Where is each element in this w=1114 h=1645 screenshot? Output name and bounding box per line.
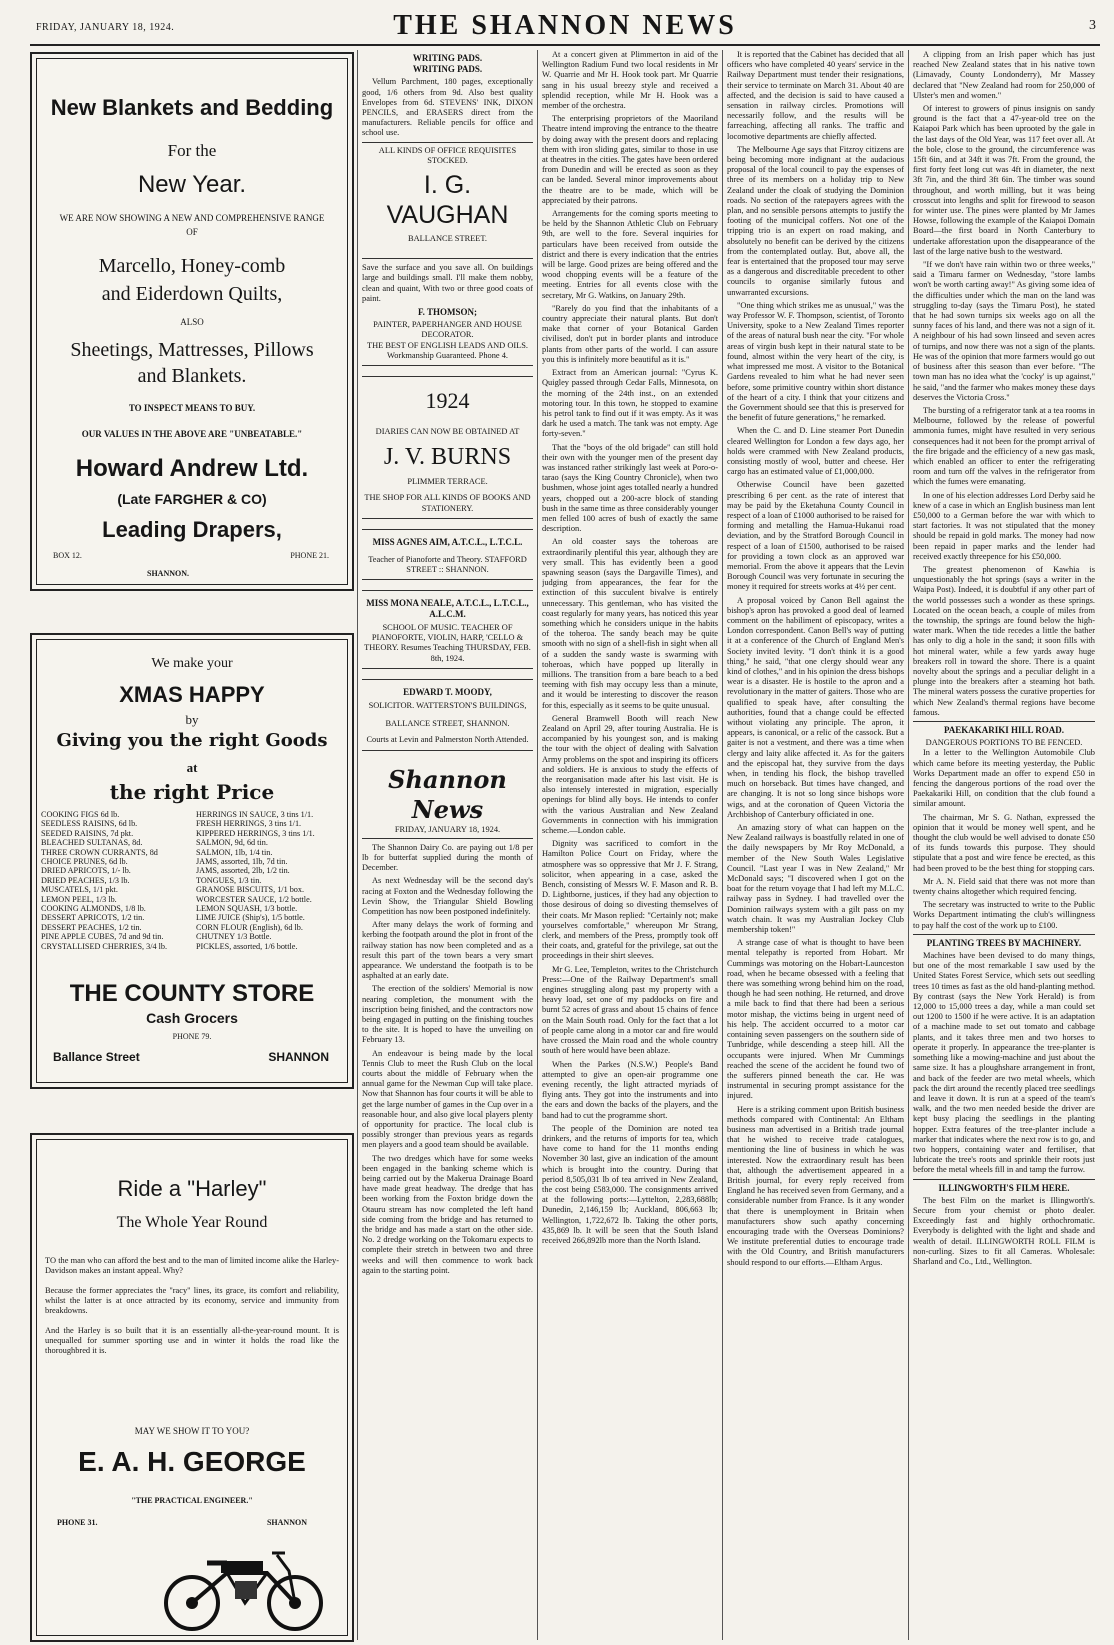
page-number: 3: [1089, 18, 1096, 33]
price-item: SEEDED RAISINS, 7d pkt.: [41, 828, 134, 838]
column-5: [913, 50, 1095, 1640]
news-paragraph: As next Wednesday will be the second day's racing at Foxton and the Wednesday following the Levin Show, the Triangular Shield Bowling Competition has now been postponed indefinitely.: [362, 876, 533, 916]
news-paragraph: A strange case of what is thought to have been mental telepathy is reported from Hobart. Mr Cummings was motoring on the Hobart-Launceston road, when he became obsessed with a feeling that there was something wrong behind him on the road, though he had seen nothing. He returned, and drove a mile back to find that there had been a serious motor mishap, the victims being in urgent need of his help. The accident occurred to a motor car containing seven passengers on the southern side of Tunbridge, while descending a steep hill. All the occupants were injured. When Mr Cummings reached the scene of the accident he found two of the sufferers pinned beneath the car. He was instrumental in securing prompt assistance for the injured.: [727, 938, 904, 1101]
column-rule: [722, 50, 723, 1640]
ad-text: Workmanship Guaranteed. Phone 4.: [387, 350, 508, 360]
teacher-name: MISS AGNES AIM, A.T.C.L., L.T.C.L.: [372, 536, 523, 547]
news-paragraph: After many delays the work of forming and kerbing the footpath around the plot in front of the railway station has now been completed and as a result this part of the town bears a very smart appearance. We understand the footpath is to be asphalted at an early date.: [362, 920, 533, 981]
price-list-right: [196, 810, 343, 951]
section-heading: PLANTING TREES BY MACHINERY.: [913, 934, 1095, 948]
price-item: FRESH HERRINGS, 3 tins 1/1.: [196, 819, 302, 829]
news-paragraph: The two dredges which have for some weeks been engaged in the banking scheme which is being carried out by the Makerua Drainage Board have made great headway. The dredge that has been working from the Foxton bridge down the Otauru stream has now completed the left hand side coming from the bridge and has returned to the bridge and has made a start on the other side. No. 2 dredge working on the Tokomaru expects to complete their stretch in between two and three weeks and will then commence to work back again to the starting point.: [362, 1153, 533, 1275]
ad-text: PLIMMER TERRACE.: [407, 477, 488, 487]
ad-line: at: [186, 760, 198, 775]
ad-line: Sheetings, Mattresses, Pillows: [70, 339, 314, 361]
ad-heading: WRITING PADS.: [412, 64, 483, 75]
newspaper-title: THE SHANNON NEWS: [393, 10, 737, 41]
price-item: KIPPERED HERRINGS, 3 tins 1/1.: [196, 828, 315, 838]
dealer-name: E. A. H. GEORGE: [78, 1446, 306, 1477]
news-paragraph: An amazing story of what can happen on the New Zealand railways is boastfully related in one of the daily newspapers by Mr Roy McDonald, a member of the New South Wales Legislative Council. "Last year I was in New Zealand," Mr McDonald says; "I discovered when I got on the boat for the return voyage that I had left my M.L.C. railway pass in Sydney. I had travelled over the Dominion railways system with a gilt pass on my watch chain. It was my Australian Jockey Club membership token!": [727, 823, 904, 935]
paper-title: Shannon News: [388, 764, 507, 824]
ad-text: PAINTER, PAPERHANGER AND HOUSE DECORATOR.: [373, 320, 522, 340]
news-paragraph: The best Film on the market is Illingworth's. Secure from your chemist or photo dealer. Exceedingly fast and highly orthochromatic. Everybody is delighted with the light and shade and wealth of detail. ILLINGWORTH ROLL FILM is non-curling. Sizes to fit all Cameras. Wholesale: Sharland and Co., Ltd., Wellington.: [913, 1195, 1095, 1266]
ad-text: Courts at Levin and Palmerston North Attended.: [366, 735, 529, 745]
price-item: LEMON PEEL, 1/3 lb.: [41, 894, 117, 904]
news-paragraph: Mr A. N. Field said that there was not more than twenty chains altogether which required fencing.: [913, 876, 1095, 897]
ad-text: THE SHOP FOR ALL KINDS OF BOOKS AND STATIONERY.: [364, 493, 531, 513]
ad-burns: [362, 376, 533, 519]
town: SHANNON: [266, 1518, 307, 1527]
price-item: DESSERT APRICOTS, 1/2 tin.: [41, 913, 145, 923]
column-4: [727, 50, 904, 1640]
ad-line: by: [185, 712, 199, 727]
news-paragraph: "One thing which strikes me as unusual," was the way Professor W. F. Thompson, scientist, of Toronto University, spoke to a New Zealand Times reporter of the areas of natural bush near the city. "For whole areas of virgin bush kept in their natural state to be found, almost within the very heart of the city, is what impressed me most. A visitor to the Botanical Gardens revealed to him what he had never seen before, some primitive country within short distance of the heart of a city. I think that your citizens and the Government should see that this is preserved for the benefit of future generations," he remarked.: [727, 300, 904, 423]
news-paragraph: The bursting of a refrigerator tank at a tea rooms in Melbourne, followed by the release of powerful ammonia fumes, might have resulted in very serious consequences had it not been for the prompt arrival of the fire brigade and the efficiency of a new gas mask, which enabled an officer to enter the refrigerating room and turn off the valves in the refrigerator from which the fumes were emanating.: [913, 405, 1095, 487]
price-item: HERRINGS IN SAUCE, 3 tins 1/1.: [196, 810, 314, 819]
ad-howard-andrew: [30, 52, 354, 591]
news-items: [913, 50, 1095, 718]
column-rule: [357, 50, 358, 1640]
ad-text: THE BEST OF ENGLISH LEADS AND OILS.: [366, 340, 529, 350]
ad-border: [36, 58, 348, 585]
year: 1924: [425, 388, 470, 414]
section-heading: ILLINGWORTH'S FILM HERE.: [913, 1179, 1095, 1193]
ad-text: ALL KINDS OF OFFICE REQUISITES STOCKED.: [362, 142, 533, 166]
news-paragraph: General Bramwell Booth will reach New Zealand on April 29, after touring Australia. He is accompanied by his youngest son, and is making the tour with the object of dealing with Salvation Army problems on the spot and inspiring its officers and soldiers. He is anxious to study the effects of the reorganisation made after his last visit. He is also intensely interested in migration, especially openings for blind ally boys. He intends to confer with the various Australian and New Zealand Governments in connection with his immigration scheme.—London cable.: [542, 713, 718, 836]
ad-aim: [362, 529, 533, 581]
thomson-name: F. THOMSON;: [417, 307, 477, 318]
ad-line: Marcello, Honey-comb: [98, 255, 286, 277]
news-paragraph: The enterprising proprietors of the Maoriland Theatre intend improving the entrance to the theatre by doing away with the present doors and replacing them with iron sliding gates, similar to those in use at theatres in the cities. The gates have been ordered from Dunedin and will be erected as soon as they can be landed. Several minor improvements about the theatre are to be made, which will be appreciated by their patrons.: [542, 114, 718, 205]
burns-name: J. V. BURNS: [383, 444, 512, 471]
news-paragraph: "If we don't have rain within two or three weeks," said a Timaru farmer on Wednesday, "store lambs won't be worth carting away!" As giving some idea of the difficulties under which the man on the land was struggling to-day (says the Timaru Post), he stated that he had sown turnips six weeks ago on all the sunny faces of his land, and there was not a sign of it. A neighbour of his had sown linseed and seven acres of turnips, and now there was not a sign of the plants. He was of the opinion that more farmers would go out of business after this season than ever before. "The town man has no idea what the 'cocky' is up against," he said, "and the farmer who makes money these days deserves the Victoria Cross.": [913, 260, 1095, 402]
ad-line: Leading Drapers,: [102, 517, 282, 542]
firm-name: Howard Andrew Ltd.: [75, 455, 309, 482]
news-paragraph: The erection of the soldiers' Memorial is now nearing completion, the monument with the inscription being finished, and the contractors now being engaged in putting on the finishing touches to the site. It is hoped to have the unveiling on February 13.: [362, 984, 533, 1045]
town: SHANNON: [268, 1050, 329, 1064]
ad-line: the right Price: [109, 780, 275, 804]
news-paragraph: The Shannon Dairy Co. are paying out 1/8 per lb for butterfat supplied during the month of December.: [362, 842, 533, 873]
ad-heading: WRITING PADS.: [412, 53, 483, 63]
ad-line: Cash Grocers: [146, 1010, 238, 1026]
news-items: [913, 951, 1095, 1175]
news-paragraph: When the Parkes (N.S.W.) People's Band attempted to give an open-air programme one evening recently, the light attracted myriads of flying ants. They got into the instruments and into the ears and down the backs of the players, and the band had to cut the programme short.: [542, 1059, 718, 1120]
ad-body: [45, 1256, 339, 1366]
ad-county-store: [30, 633, 354, 1089]
price-item: JAMS, assorted, 2lb, 1/2 tin.: [196, 866, 290, 876]
column-rule: [908, 50, 909, 1640]
news-paragraph: The chairman, Mr S. G. Nathan, expressed the opinion that it would be money well spent, and he thought the club would be well advised to donate £50 of its funds towards this purpose. They should stipulate that a post and wire fence be erected, as this had been proved to be the best thing for stopping cars.: [913, 812, 1095, 873]
issue-date: FRIDAY, JANUARY 18, 1924.: [36, 22, 175, 33]
news-paragraph: When the C. and D. Line steamer Port Dunedin cleared Wellington for London a few days ago, her holds were crammed with New Zealand products, consisting mostly of wool, butter and cheese. Her cargo has an estimated value of £1,000,000.: [727, 426, 904, 477]
news-paragraph: "Rarely do you find that the inhabitants of a country appreciate their natural plants. But don't make that corner of your Botanical Garden civilised, don't put in border plants and introduce plants from other parts of the world. I can assure you this is infinitely more beautiful as it is.": [542, 303, 718, 364]
price-list: [41, 810, 343, 951]
news-paragraph: The secretary was instructed to write to the Public Works Department intimating the club's willingness to pay half the cost of the work up to £100.: [913, 900, 1095, 930]
price-item: MUSCATELS, 1/1 pkt.: [41, 885, 118, 895]
ad-border: [36, 639, 348, 1083]
ad-headline: New Blankets and Bedding: [50, 95, 334, 120]
ad-text: WE ARE NOW SHOWING A NEW AND COMPREHENSIVE RANGE OF: [59, 213, 325, 237]
ad-text: SOLICITOR. WATTERSTON'S BUILDINGS,: [368, 700, 527, 710]
news-paragraph: Otherwise Council have been gazetted prescribing 6 per cent. as the rate of interest that may be paid by the Eketahuna County Council in respect of a loan of £1000 authorised to be raised for forming and metalling the Hamua-Hukanui road deviation, and by the Stratford Borough Council in respect of a loan of £1500, authorised to be raised for providing a town clock as an approved war memorial. From the above it appears that the Levin Borough Council was very fortunate in securing the money it required for streets works at 4½ per cent.: [727, 480, 904, 592]
phone-number: PHONE 21.: [290, 551, 329, 560]
solicitor-name: EDWARD T. MOODY,: [403, 686, 492, 697]
ad-neale: [362, 590, 533, 668]
ad-line: ALSO: [180, 317, 204, 327]
ad-thomson: [362, 258, 533, 366]
news-paragraph: An old coaster says the toheroas are extraordinarily plentiful this year, although they are very small. This has evidently been a good spawning season (says the Dargaville Times), and judging from appearances, the fear for the extinction of this succulent bivalve is entirely unnecessary. This gentleman, who has visited the coast regularly for many years, has noticed this year something which he considers unique in the habits of the toheroa. The sandy beach may be quite smooth with no sign of a shell-fish in sight when all of a sudden the sandy waste is swarming with toheroas, which have popped up literally in millions. The transition from a bare beach to a bed teeming with fish may occupy less than a minute, and it would be interesting to discover the reason for this, especially as it seems to be quite unusual.: [542, 537, 718, 710]
news-paragraph: Extract from an American journal: "Cyrus K. Quigley passed through Cedar Falls, Minnesota, on the morning of the 24th inst., on an extended motoring tour. In this town, he stopped to examine his petrol tank to find out if it was empty. As it was dark he used a match. The tank was not empty. Age forty-seven.": [542, 368, 718, 439]
news-paragraph: At a concert given at Plimmerton in aid of the Wellington Radium Fund two local residents in Mr W. Quarrie and Mr H. Hook took part. Mr Quarrie sang in his usual breezy style and received a splendid reception, while Mr H. Hook was a member of the orchestra.: [542, 50, 718, 111]
motorcycle-icon: [157, 1535, 327, 1635]
street: Ballance Street: [53, 1050, 140, 1064]
ad-line: (Late FARGHER & CO): [117, 491, 267, 507]
news-paragraph: Arrangements for the coming sports meeting to be held by the Shannon Athletic Club on February 9th, are well to the fore. Several inquiries for particulars have been received from outside the district and there is every indication that the entries will be large. Good prizes are being offered and the wood chopping events will be a feature of the meeting. Entries for all events close with the secretary, Mr G. Watkins, on January 29th.: [542, 209, 718, 300]
price-item: SALMON, 1lb, 1/4 tin.: [196, 847, 273, 857]
box-number: BOX 12.: [53, 551, 82, 560]
news-paragraph: A proposal voiced by Canon Bell against the bishop's apron has provoked a good deal of learned comment on the habiliment of episcopacy, writes a London correspondent. Canon Bell's way of putting it at a conference of the Church of England Men's Society invited levity. "I don't think it is a good thing," he said, "that one clergy should wear any kind of clothes," and in his opinion the dress bishops wear is a disaster. He is hostile to the apron and a revolutionary in the matter of gaiters. Those who are qualified to speak have, after consulting the authorities, found that a change could be effected without violating any principle. The apron, it appears, is canonical, or a relic of the cassock. But a gaiter is not a vestment, and there was a time when clergy and laity alike affected it. As for the gaiters and the episcopal hat, they survive from the days when, in tending his flock, the bishop travelled much on horseback. But times have changed, and are changing. It is not so long since bishops wore wigs, and at the coronation of Queen Victoria the Archbishop of Canterbury officiated in one.: [727, 595, 904, 819]
ad-text: Vellum Parchment, 180 pages, exceptionally good, 1/6 others from 9d. Also best quality Envelopes from 6d. STEVENS' INK, DIXON PENCILS, and ERASERS direct from the manufacturers. Reliable pencils for office and school use.: [362, 77, 533, 138]
phone-number: PHONE 31.: [57, 1518, 98, 1527]
news-paragraph: Machines have been devised to do many things, but one of the most remarkable I saw used by the United States Forest Service, which sets out seedling trees 10 times as fast as the old hand-planting method. By contrast (says the New York Herald) is from 12,000 to 15,000 trees a day, while a man could set out 1200 to 1500 if he were active. It is an adaptation of a machine made to set out tomato and cabbage plants, and it takes three men and two horses to operate it properly. In appearance the tree-planter is something like a mowing-machine and just about the same size. It has a ploughshare arrangement in front, and back of the feeder are two metal wheels, which pack the dirt around the recently placed tree seedlings and leave it down. It is run at a speed of the team's walk, and the two men needed beside the driver are kept busy placing the seedlings in the planting hopper. Extra features of the tree-planter include a marker that indicates where the next row is to go, and two hoppers, containing water and fertiliser, that lubricate the tree's roots and sprinkle their roots just before the metal wheels fill in and tamp the furrow.: [913, 951, 1095, 1175]
price-item: DRIED PEACHES, 1/3 lb.: [41, 875, 130, 885]
price-item: DESSERT PEACHES, 1/2 tin.: [41, 922, 142, 932]
news-items: [362, 843, 533, 1276]
news-paragraph: Mr G. Lee, Templeton, writes to the Christchurch Press:—One of the Railway Department's small engines struggling along past my property with a heavy load, set one of my paddocks on fire and burnt 52 acres of grass and about 15 chains of fence on the Main South road. Only for the fact that a lot of people came along in a motor car and fire would have crossed the Main road and the whole country south of here would have been ablaze.: [542, 964, 718, 1056]
paper-date: FRIDAY, JANUARY 18, 1924.: [362, 825, 533, 839]
price-item: PICKLES, assorted, 1/6 bottle.: [196, 941, 298, 951]
price-item: TONGUES, 1/3 tin.: [196, 875, 262, 885]
ad-harley: [30, 1133, 354, 1642]
news-paragraph: That the "boys of the old brigade" can still hold their own with the younger men of the present day was instanced rather strikingly last week at Poro-o-tarao (says the King Country Chronicle), when two bushmen, whose joint ages totalled nearly a hundred years, chopped out a 200-acre block of standing bush in the same time as three considerably younger men felled 100 acres of bush of exactly the same description.: [542, 442, 718, 534]
column-rule: [537, 50, 538, 1640]
news-paragraph: In one of his election addresses Lord Derby said he knew of a case in which an English business man lent £50,000 to a German before the war with which to start factories. It was not stipulated that the money should be repaid in gold marks. The money had now been repaid in paper marks and the lender had received exactly threepence for his £50,000.: [913, 490, 1095, 561]
news-paragraph: Dignity was sacrificed to comfort in the Hamilton Police Court on Friday, where the atmosphere was so oppressive that Mr J. F. Strang, solicitor, when appearing in a case, asked the Bench, consisting of Messrs W. F. Mason and R. B. D. Lightborne, justices, if they had any objection to those desirous of doing so divesting themselves of their coats. Mr Mason replied: "Certainly not; make yourselves comfortable," whereupon Mr Strang, clerk, and members of the Press, promptly took off their coats, and, grateful for the privilege, sat out the proceedings in their shirt sleeves.: [542, 839, 718, 961]
news-items: [913, 748, 1095, 930]
section-heading: PAEKAKARIKI HILL ROAD.: [913, 721, 1095, 735]
ad-paragraph: TO the man who can afford the best and to the man of limited income alike the Harley-Davidson makes an instant appeal. Why?: [45, 1256, 339, 1275]
ad-line: The Whole Year Round: [116, 1214, 268, 1231]
ad-text: BALLANCE STREET, SHANNON.: [385, 719, 510, 729]
price-item: WORCESTER SAUCE, 1/2 bottle.: [196, 894, 312, 904]
news-paragraph: In a letter to the Wellington Automobile Club which came before its meeting yesterday, the Public Works Department made an offer to expend £50 in fencing the dangerous portions of the road over the Paekakariki Hill, on condition that the club found a similar amount.: [913, 748, 1095, 809]
news-paragraph: A clipping from an Irish paper which has just reached New Zealand states that in his native town (Limavady, County Londonderry), Mr Massey declared that "New Zealand had room for 250,000 of Ulster's men and women.": [913, 50, 1095, 100]
price-item: BLEACHED SULTANAS, 8d.: [41, 838, 143, 848]
price-item: CORN FLOUR (English), 6d lb.: [196, 922, 303, 932]
section-subheading: DANGEROUS PORTIONS TO BE FENCED.: [925, 738, 1083, 748]
news-paragraph: The people of the Dominion are noted tea drinkers, and the returns of imports for tea, which have come to hand for the 11 months ending November 30 last, give an indication of the amount which is brought into the country. During that period 8,505,031 lb of tea arrived in New Zealand, the cost being £583,000. The consignments arrived at the following ports:—Lyttelton, 2,283,688lb; Dunedin, 2,146,159 lb; Auckland, 806,663 lb; Wellington, 1,722,672 lb. Taking the other ports, 435,869 lb. It will be seen that the South Island received 266,892lb more than the North Island.: [542, 1123, 718, 1245]
price-item: SALMON, 9d, 6d tin.: [196, 838, 268, 848]
ad-moody: [362, 679, 533, 751]
price-item: LEMON SQUASH, 1/3 bottle.: [196, 904, 298, 914]
price-item: LIME JUICE (Ship's), 1/5 bottle.: [196, 913, 305, 923]
ad-line: OUR VALUES IN THE ABOVE ARE "UNBEATABLE.": [81, 429, 303, 439]
news-paragraph: Here is a striking comment upon British business methods compared with Continental: An Eltham business man advertised in a British trade journal that he wished to receive trade catalogues, mentioning the line of business in which he was interested. Now the extraordinary result has been that, although the advertisement appeared in a British journal, for every reply received from England he has received seven from Germany, and a considerable number from France. Is it any wonder that there is unemployment in Britain when manufacturers show such apathy concerning encouraging trade with the Overseas Dominions? We institute preferential duties to encourage trade with the Old Country, and British manufacturers should respond to our efforts.—Eltham Argus.: [727, 1104, 904, 1267]
ad-line: "THE PRACTICAL ENGINEER.": [131, 1496, 253, 1505]
ad-line: MAY WE SHOW IT TO YOU?: [134, 1426, 250, 1436]
ad-headline: XMAS HAPPY: [119, 682, 265, 707]
price-item: GRANOSE BISCUITS, 1/1 box.: [196, 885, 305, 895]
teacher-name: MISS MONA NEALE, A.T.C.L., L.T.C.L., A.L.C.M.: [366, 598, 529, 619]
store-name: THE COUNTY STORE: [69, 980, 315, 1007]
ad-text: Teacher of Pianoforte and Theory. STAFFORD STREET :: SHANNON.: [368, 555, 527, 575]
news-paragraph: An endeavour is being made by the local Tennis Club to meet the Rush Club on the local courts about the middle of February when the annual game for the Newman Cup will take place. Now that Shannon has four courts it will be able to get the large number of games in the Cup over in a reasonable hour, and also give local players plenty of opportunity for practice. The local club is possibly stronger than previous years as regards men players and a good team should be available.: [362, 1048, 533, 1150]
town: SHANNON.: [147, 569, 190, 578]
price-item: SEEDLESS RAISINS, 6d lb.: [41, 819, 138, 829]
ad-line: Giving you the right Goods: [56, 730, 328, 751]
vaughan-name: I. G. VAUGHAN: [386, 171, 509, 230]
news-paragraph: Of interest to growers of pinus insignis on sandy ground is the fact that a 47-year-old tree on the Kaiapoi Park which has been uprooted by the gale in the last days of the Old Year, was 117 feet over all. At the bole, close to the ground, the circumference was 15ft 6in, and at 34ft it was 7ft. From the ground, the first forty feet long cut was 4ft in diameter, the next 3ft 7in, and the third 3ft 6in. The timber was sound throughout, and worth milling, but it was being crosscut into lengths and split for firewood to season for winter use. The pines were planted by Mr James Howse, following the example of the Kaiapoi Domain Board—the first board in North Canterbury to undertake afforestation upon the disappearance of the last of the large native bush to the westward.: [913, 104, 1095, 256]
ad-line: and Blankets.: [137, 365, 247, 387]
price-item: CRYSTALLISED CHERRIES, 3/4 lb.: [41, 941, 168, 951]
ad-text: DIARIES CAN NOW BE OBTAINED AT: [375, 427, 520, 437]
ad-paragraph: Because the former appreciates the "racy" lines, its grace, its comfort and reliability, whilst the latter is at once attracted by its economy, service and immunity from breakdowns.: [45, 1286, 339, 1315]
ad-line: For the: [167, 141, 217, 160]
news-paragraph: The greatest phenomenon of Kawhia is unquestionably the hot springs (says a writer in the Waipa Post). Indeed, it is doubtful if any other part of the world possesses such a wonder as these springs. Located on the ocean beach, a couple of miles from the township, the springs are found below the high-water mark. When the tide recedes a little the bather has only to dig a hole in the sand; it soon fills with hot mineral water, while a few yards away huge breakers roll in toward the shore. There is a quaint novelty about the springs and a peculiar delight in a plunge into the breakers after a steaming hot bath. The mineral waters possess the curative properties for which New Zealand's thermal regions have become famous.: [913, 564, 1095, 717]
price-item: CHUTNEY 1/3 Bottle.: [196, 932, 272, 942]
price-item: CHOICE PRUNES, 6d lb.: [41, 857, 128, 867]
masthead: [30, 8, 1100, 46]
ad-line: New Year.: [137, 171, 247, 198]
column-2: [362, 50, 533, 1640]
ad-text: Save the surface and you save all. On buildings large and buildings small. I'll make them nobby, clean and quaint, With two or three good coats of paint.: [362, 263, 533, 303]
price-list-left: [41, 810, 188, 951]
ad-line: We make your: [151, 656, 233, 671]
news-paragraph: The Melbourne Age says that Fitzroy citizens are being becoming more indignant at the audacious proposal of the local council to pay the expenses of three of its members on a holiday trip to New Zealand under the cloak of studying the Dominion roads. No section of the ratepayers agrees with the plan, and no sensible persons attempts to justify the footing of the municipal coffers. Not one of the tripping trio is an expert on road making, and absolutely no benefit can be derived by the citizens from the contemplated outlay. But, above all, the fear is entertained that the proposed tour may serve as a dangerous and discreditable precedent to other councils to organise similarly futous and unwarranted excursions.: [727, 144, 904, 297]
ad-headline: Ride a "Harley": [117, 1176, 267, 1201]
ad-paragraph: And the Harley is so built that it is an essentially all-the-year-round mount. It is unequalled for summer sporting use and in winter it holds the road like the thoroughbred it is.: [45, 1326, 339, 1355]
price-item: PINE APPLE CUBES, 7d and 9d tin.: [41, 932, 164, 942]
phone-number: PHONE 79.: [172, 1032, 212, 1041]
price-item: THREE CROWN CURRANTS, 8d: [41, 847, 158, 857]
ad-line: TO INSPECT MEANS TO BUY.: [128, 403, 256, 413]
price-item: JAMS, assorted, 1lb, 7d tin.: [196, 857, 288, 867]
price-item: DRIED APRICOTS, 1/- lb.: [41, 866, 131, 876]
price-item: COOKING ALMONDS, 1/8 lb.: [41, 904, 146, 914]
price-item: COOKING FIGS 6d lb.: [41, 810, 120, 819]
ad-text: SCHOOL OF MUSIC. TEACHER OF PIANOFORTE, VIOLIN, HARP, 'CELLO & THEORY. Resumes Teaching THURSDAY, FEB. 8th, 1924.: [364, 622, 531, 663]
ad-line: and Eiderdown Quilts,: [101, 283, 283, 305]
ad-border: [36, 1139, 348, 1636]
ad-text: BALLANCE STREET.: [408, 234, 487, 244]
column-3: [542, 50, 718, 1640]
news-paragraph: It is reported that the Cabinet has decided that all officers who have completed 40 years' service in the Railway Department must tender their resignations, their service to terminate on March 31. About 40 are affected, and the decision is said to have caused a sensation in railway circles. Promotions will necessarily follow, and the results will be farreaching, affecting all ranks. The traffic and locomotive departments are chiefly affected.: [727, 50, 904, 141]
